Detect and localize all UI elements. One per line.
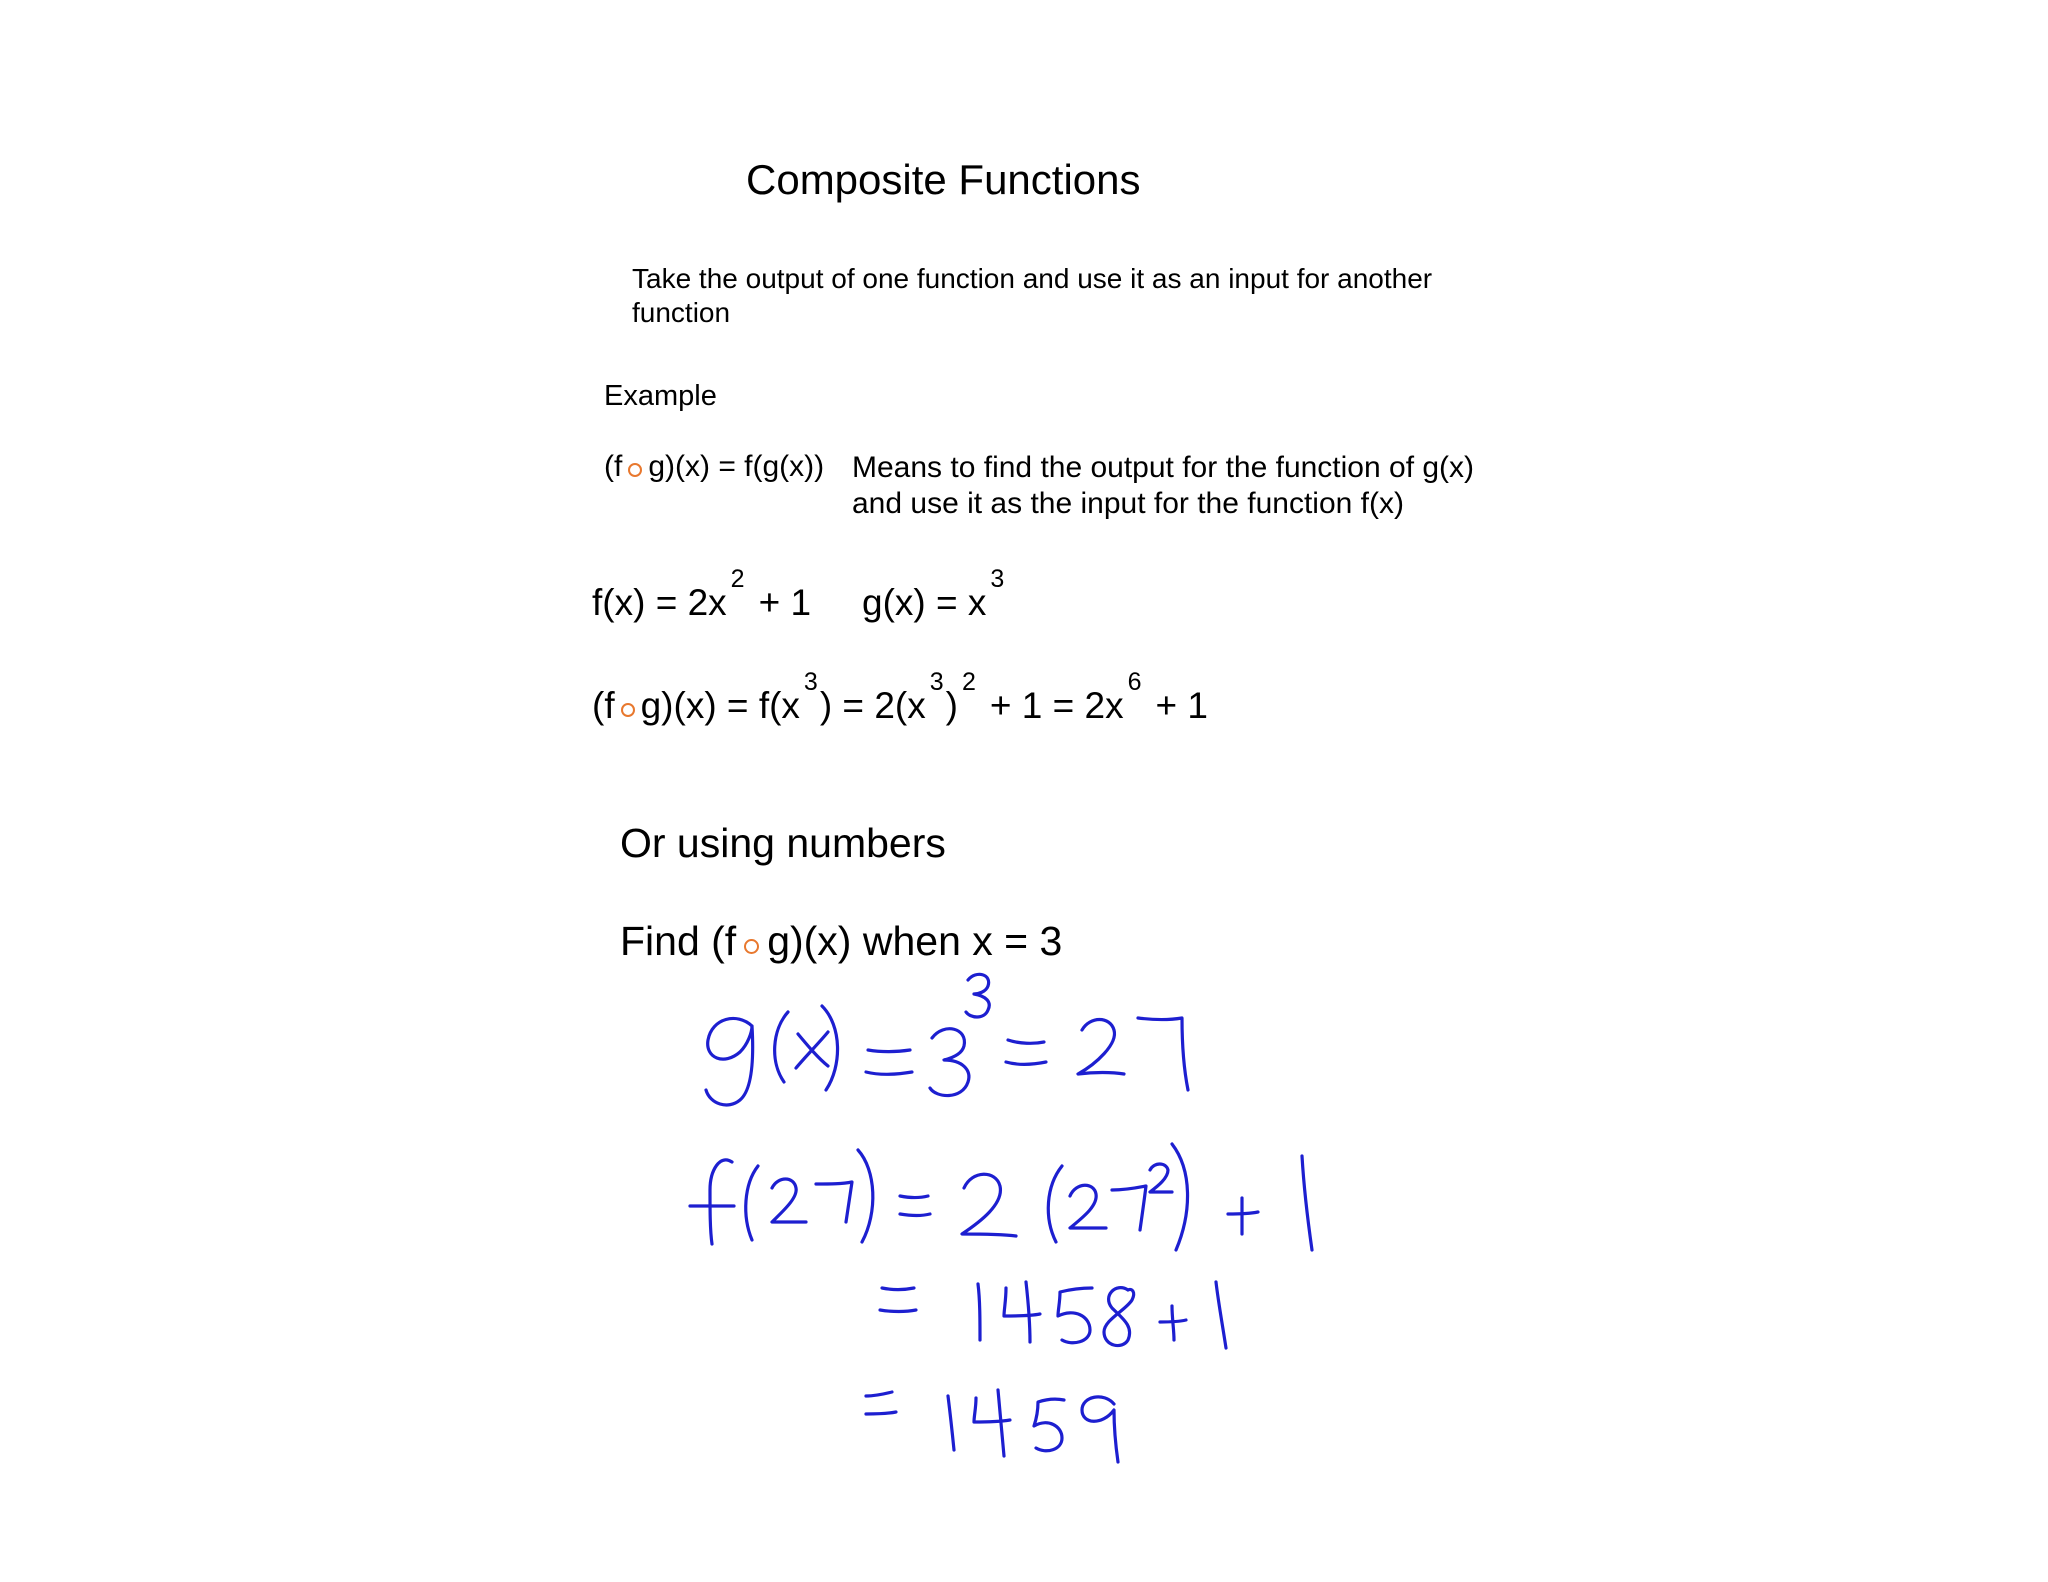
handwriting-line-4 — [866, 1390, 1118, 1462]
composition-definition — [604, 450, 824, 484]
compose-operator-icon — [621, 703, 635, 717]
worked-part-6: + 1 — [1155, 685, 1208, 726]
page-title: Composite Functions — [746, 156, 1141, 203]
handwriting-line-3 — [880, 1282, 1226, 1348]
g-definition-base: g(x) = x — [862, 582, 987, 623]
f-definition-tail: + 1 — [758, 582, 812, 623]
definition-text: Take the output of one function and use it as an input for another function — [632, 263, 1433, 328]
worked-part-5: + 1 = 2x — [989, 685, 1124, 726]
find-prefix: Find (f — [620, 918, 737, 964]
worked-exponent-2: 3 — [929, 668, 944, 696]
composition-prefix: (f — [604, 450, 623, 483]
explanation-line-2: and use it as the input for the function f(x) — [852, 487, 1404, 520]
worked-part-3: ) = 2(x — [819, 685, 926, 726]
worked-exponent-4: 6 — [1127, 668, 1142, 696]
g-exponent: 3 — [990, 565, 1005, 593]
compose-operator-icon — [628, 463, 642, 477]
find-prompt — [620, 918, 1062, 965]
f-definition-base: f(x) = 2x — [592, 582, 727, 623]
compose-operator-icon — [744, 939, 759, 954]
explanation-line-1: Means to find the output for the function of g(x) — [852, 451, 1475, 484]
f-definition — [592, 565, 812, 627]
handwriting-line-1 — [706, 974, 1188, 1105]
worked-exponent-3: 2 — [961, 668, 976, 696]
g-definition — [862, 565, 1018, 627]
handwriting-line-2 — [690, 1144, 1312, 1250]
f-exponent: 2 — [730, 565, 745, 593]
composition-explanation — [852, 450, 1474, 522]
find-suffix: g)(x) when x = 3 — [767, 918, 1063, 964]
numbers-heading: Or using numbers — [620, 820, 946, 866]
composition-worked-example — [592, 668, 1208, 730]
composition-suffix: g)(x) = f(g(x)) — [648, 450, 825, 483]
example-label: Example — [604, 380, 717, 412]
worked-part-4: ) — [945, 685, 958, 726]
worked-part-1: (f — [592, 685, 615, 726]
worked-part-2: g)(x) = f(x — [640, 685, 800, 726]
worked-exponent-1: 3 — [803, 668, 818, 696]
